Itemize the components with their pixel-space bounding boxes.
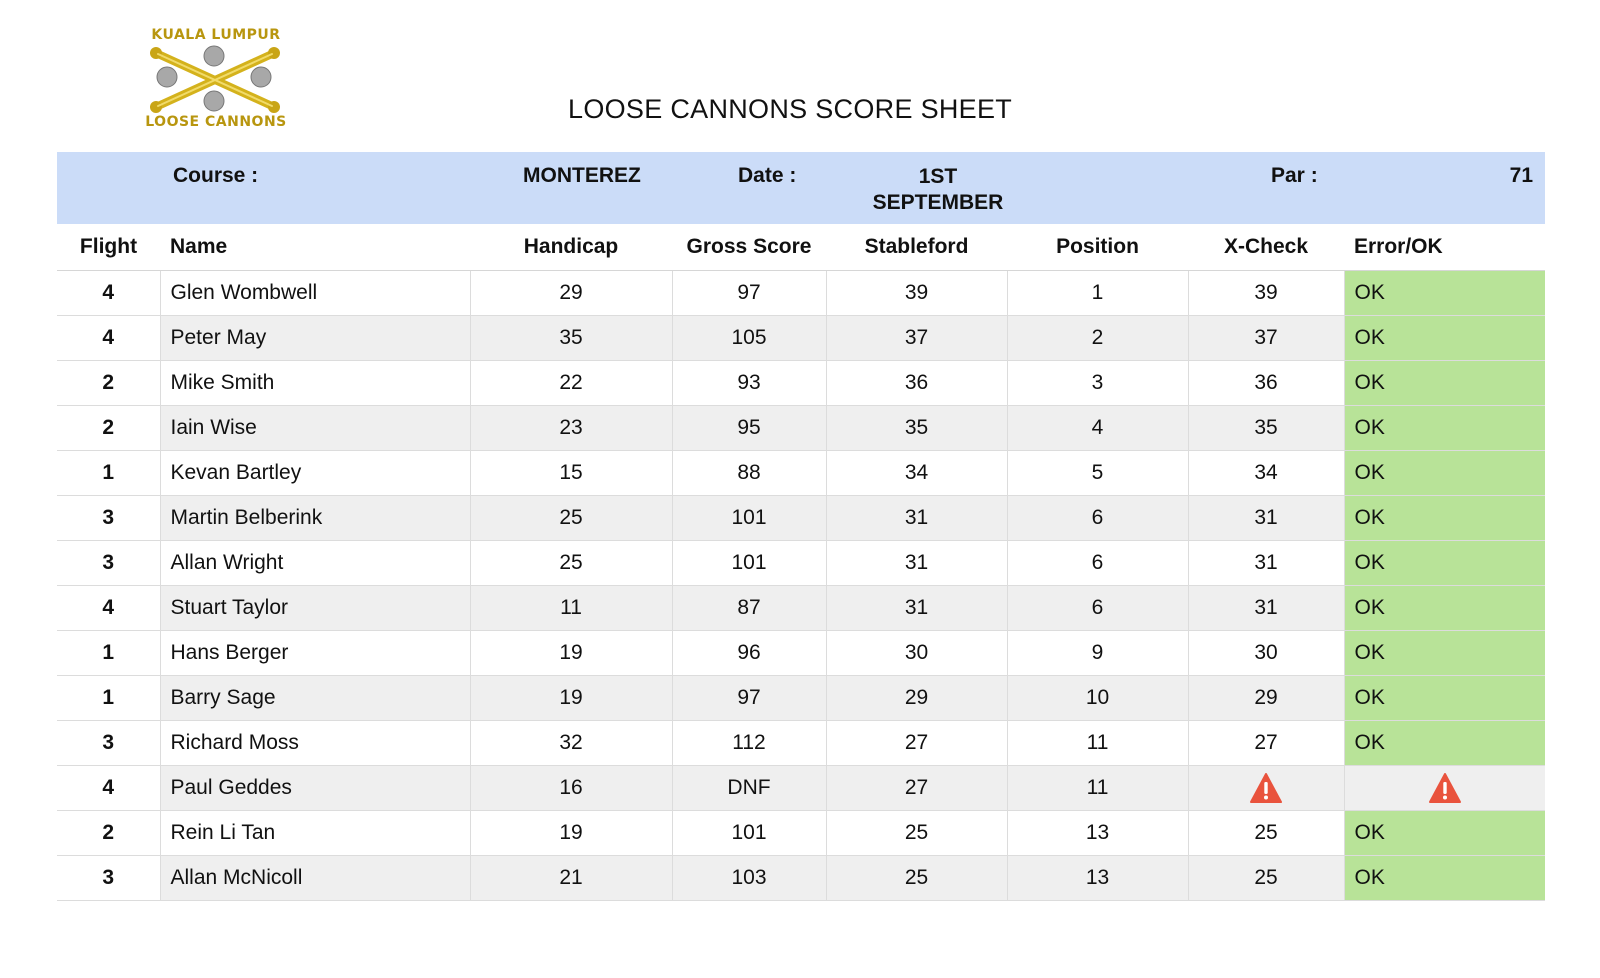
col-header-name[interactable]: Name <box>160 224 470 271</box>
cell-gross-score[interactable]: 101 <box>672 811 826 856</box>
cell-position[interactable]: 6 <box>1007 586 1188 631</box>
cell-xcheck[interactable]: 25 <box>1188 856 1344 901</box>
col-header-xcheck[interactable]: X-Check <box>1188 224 1344 271</box>
cell-handicap[interactable]: 29 <box>470 271 672 316</box>
cell-flight[interactable]: 3 <box>57 541 160 586</box>
cell-stableford[interactable]: 31 <box>826 586 1007 631</box>
cell-gross-score[interactable]: 101 <box>672 496 826 541</box>
cell-position[interactable]: 9 <box>1007 631 1188 676</box>
cell-flight[interactable]: 4 <box>57 316 160 361</box>
par-label: Par : <box>1271 164 1318 187</box>
cell-position[interactable]: 6 <box>1007 496 1188 541</box>
cell-name[interactable]: Allan Wright <box>160 541 470 586</box>
cell-stableford[interactable]: 27 <box>826 766 1007 811</box>
cell-handicap[interactable]: 25 <box>470 541 672 586</box>
cell-xcheck[interactable]: 37 <box>1188 316 1344 361</box>
cell-handicap[interactable]: 32 <box>470 721 672 766</box>
cell-error-ok[interactable]: OK <box>1344 406 1545 451</box>
cell-flight[interactable]: 3 <box>57 721 160 766</box>
cell-position[interactable]: 13 <box>1007 811 1188 856</box>
table-row <box>57 496 1545 541</box>
table-row <box>57 721 1545 766</box>
table-row <box>57 361 1545 406</box>
logo-top-text: KUALA LUMPUR <box>151 27 281 43</box>
cell-stableford[interactable]: 31 <box>826 496 1007 541</box>
cell-xcheck[interactable]: 34 <box>1188 451 1344 496</box>
cell-handicap[interactable]: 19 <box>470 811 672 856</box>
cell-gross-score[interactable]: 101 <box>672 541 826 586</box>
cell-flight[interactable]: 3 <box>57 496 160 541</box>
cell-gross-score[interactable]: 96 <box>672 631 826 676</box>
cell-position[interactable]: 13 <box>1007 856 1188 901</box>
col-header-gross-score[interactable]: Gross Score <box>672 224 826 271</box>
cell-handicap[interactable]: 35 <box>470 316 672 361</box>
header-row <box>57 224 1545 271</box>
cell-error-ok[interactable]: OK <box>1344 316 1545 361</box>
table-row <box>57 631 1545 676</box>
cell-name[interactable]: Glen Wombwell <box>160 271 470 316</box>
cell-gross-score[interactable]: 93 <box>672 361 826 406</box>
table-row <box>57 856 1545 901</box>
date-value-line1: 1ST <box>918 165 958 188</box>
cell-handicap[interactable]: 19 <box>470 631 672 676</box>
cell-stableford[interactable]: 39 <box>826 271 1007 316</box>
cell-gross-score[interactable]: 87 <box>672 586 826 631</box>
cell-stableford[interactable]: 25 <box>826 811 1007 856</box>
crossed-cannons-icon <box>144 44 288 114</box>
cell-error-ok[interactable] <box>1344 766 1545 811</box>
cell-error-ok[interactable]: OK <box>1344 676 1545 721</box>
cell-xcheck[interactable]: 31 <box>1188 541 1344 586</box>
cell-error-ok[interactable]: OK <box>1344 361 1545 406</box>
table-row <box>57 586 1545 631</box>
cell-xcheck[interactable]: 27 <box>1188 721 1344 766</box>
warning-icon <box>1428 772 1462 804</box>
cell-handicap[interactable]: 25 <box>470 496 672 541</box>
cell-position[interactable]: 10 <box>1007 676 1188 721</box>
cell-stableford[interactable]: 25 <box>826 856 1007 901</box>
cell-gross-score[interactable]: 112 <box>672 721 826 766</box>
cell-xcheck[interactable] <box>1188 766 1344 811</box>
course-value: MONTEREZ <box>523 164 641 187</box>
cell-stableford[interactable]: 36 <box>826 361 1007 406</box>
cell-gross-score[interactable]: 97 <box>672 676 826 721</box>
cell-flight[interactable]: 3 <box>57 856 160 901</box>
cell-gross-score[interactable]: 95 <box>672 406 826 451</box>
cell-error-ok[interactable]: OK <box>1344 451 1545 496</box>
cell-position[interactable]: 6 <box>1007 541 1188 586</box>
cell-name[interactable]: Rein Li Tan <box>160 811 470 856</box>
cell-flight[interactable]: 2 <box>57 811 160 856</box>
cell-flight[interactable]: 1 <box>57 631 160 676</box>
cell-stableford[interactable]: 35 <box>826 406 1007 451</box>
cell-name[interactable]: Barry Sage <box>160 676 470 721</box>
cell-error-ok[interactable]: OK <box>1344 496 1545 541</box>
cell-error-ok[interactable]: OK <box>1344 541 1545 586</box>
cell-xcheck[interactable]: 31 <box>1188 586 1344 631</box>
table-row <box>57 451 1545 496</box>
par-value: 71 <box>1509 164 1533 187</box>
table-row <box>57 541 1545 586</box>
cell-xcheck[interactable]: 39 <box>1188 271 1344 316</box>
cell-xcheck[interactable]: 31 <box>1188 496 1344 541</box>
col-header-stableford[interactable]: Stableford <box>826 224 1007 271</box>
col-header-error-ok[interactable]: Error/OK <box>1344 224 1545 271</box>
cell-flight[interactable]: 4 <box>57 766 160 811</box>
cell-xcheck[interactable]: 30 <box>1188 631 1344 676</box>
cell-position[interactable]: 2 <box>1007 316 1188 361</box>
table-row <box>57 676 1545 721</box>
col-header-flight[interactable]: Flight <box>57 224 160 271</box>
page-title: LOOSE CANNONS SCORE SHEET <box>568 94 1013 124</box>
col-header-position[interactable]: Position <box>1007 224 1188 271</box>
cell-name[interactable]: Kevan Bartley <box>160 451 470 496</box>
course-label: Course : <box>173 164 259 187</box>
cell-handicap[interactable]: 16 <box>470 766 672 811</box>
cell-stableford[interactable]: 27 <box>826 721 1007 766</box>
cell-flight[interactable]: 4 <box>57 586 160 631</box>
table-row <box>57 811 1545 856</box>
cell-flight[interactable]: 1 <box>57 451 160 496</box>
cell-name[interactable]: Peter May <box>160 316 470 361</box>
cell-name[interactable]: Hans Berger <box>160 631 470 676</box>
cell-name[interactable]: Richard Moss <box>160 721 470 766</box>
col-header-handicap[interactable]: Handicap <box>470 224 672 271</box>
cell-xcheck[interactable]: 25 <box>1188 811 1344 856</box>
cell-position[interactable]: 11 <box>1007 721 1188 766</box>
cell-position[interactable]: 5 <box>1007 451 1188 496</box>
cell-stableford[interactable]: 34 <box>826 451 1007 496</box>
score-table <box>57 224 1545 901</box>
cell-stableford[interactable]: 31 <box>826 541 1007 586</box>
cell-gross-score[interactable]: 97 <box>672 271 826 316</box>
cell-xcheck[interactable]: 29 <box>1188 676 1344 721</box>
cell-stableford[interactable]: 37 <box>826 316 1007 361</box>
cell-flight[interactable]: 2 <box>57 406 160 451</box>
date-label: Date : <box>738 164 797 187</box>
cell-position[interactable]: 4 <box>1007 406 1188 451</box>
cell-handicap[interactable]: 23 <box>470 406 672 451</box>
cell-xcheck[interactable]: 36 <box>1188 361 1344 406</box>
cell-gross-score[interactable]: 103 <box>672 856 826 901</box>
cell-name[interactable]: Paul Geddes <box>160 766 470 811</box>
logo-bottom-text: LOOSE CANNONS <box>145 114 287 130</box>
club-logo <box>140 24 292 136</box>
cell-name[interactable]: Allan McNicoll <box>160 856 470 901</box>
cell-error-ok[interactable]: OK <box>1344 856 1545 901</box>
cell-gross-score[interactable]: 105 <box>672 316 826 361</box>
cell-name[interactable]: Stuart Taylor <box>160 586 470 631</box>
score-table-body <box>57 271 1545 901</box>
cell-error-ok[interactable]: OK <box>1344 271 1545 316</box>
date-value-line2: SEPTEMBER <box>872 191 1004 214</box>
cell-handicap[interactable]: 15 <box>470 451 672 496</box>
table-row <box>57 271 1545 316</box>
cell-error-ok[interactable]: OK <box>1344 631 1545 676</box>
cell-stableford[interactable]: 30 <box>826 631 1007 676</box>
cell-position[interactable]: 3 <box>1007 361 1188 406</box>
cell-gross-score[interactable]: DNF <box>672 766 826 811</box>
date-value <box>858 164 1018 216</box>
warning-icon <box>1249 772 1283 804</box>
cell-stableford[interactable]: 29 <box>826 676 1007 721</box>
cell-error-ok[interactable]: OK <box>1344 811 1545 856</box>
cell-handicap[interactable]: 22 <box>470 361 672 406</box>
cell-name[interactable]: Mike Smith <box>160 361 470 406</box>
cell-handicap[interactable]: 19 <box>470 676 672 721</box>
cell-flight[interactable]: 1 <box>57 676 160 721</box>
cell-flight[interactable]: 4 <box>57 271 160 316</box>
cell-handicap[interactable]: 11 <box>470 586 672 631</box>
cell-error-ok[interactable]: OK <box>1344 586 1545 631</box>
course-info-band <box>57 152 1545 224</box>
cell-name[interactable]: Martin Belberink <box>160 496 470 541</box>
cell-name[interactable]: Iain Wise <box>160 406 470 451</box>
table-row <box>57 766 1545 811</box>
cell-error-ok[interactable]: OK <box>1344 721 1545 766</box>
cell-handicap[interactable]: 21 <box>470 856 672 901</box>
cell-position[interactable]: 1 <box>1007 271 1188 316</box>
table-row <box>57 406 1545 451</box>
cell-flight[interactable]: 2 <box>57 361 160 406</box>
cell-xcheck[interactable]: 35 <box>1188 406 1344 451</box>
table-row <box>57 316 1545 361</box>
cell-position[interactable]: 11 <box>1007 766 1188 811</box>
cell-gross-score[interactable]: 88 <box>672 451 826 496</box>
